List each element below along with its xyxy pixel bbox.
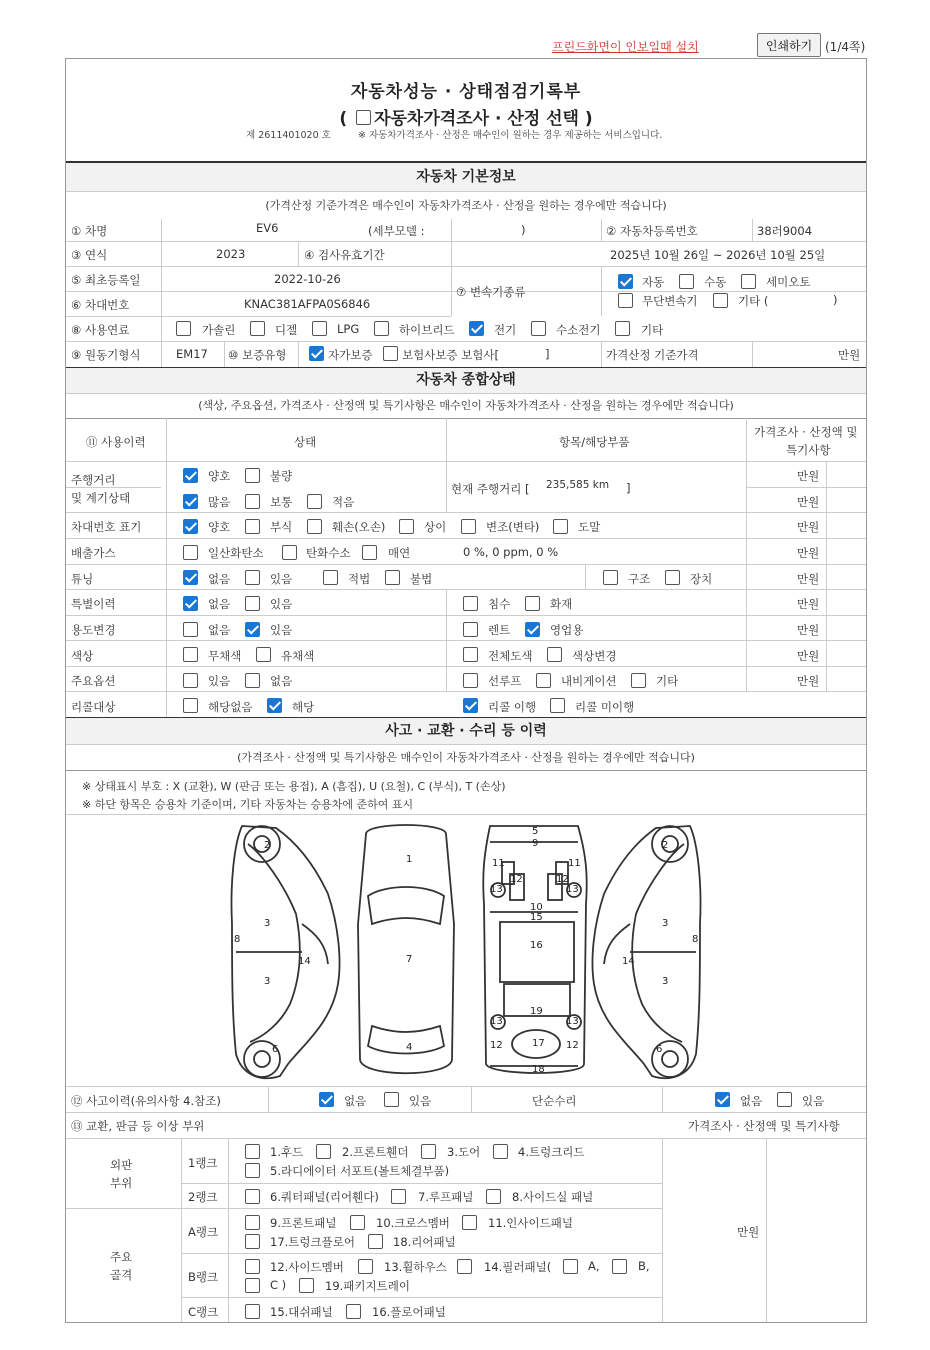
tuning-legal-checkbox[interactable] [323, 570, 338, 585]
fuel-hydrogen-checkbox[interactable] [531, 321, 546, 336]
fuel-gasoline-label: 가솔린 [202, 323, 236, 337]
color-label: 색상 [71, 649, 94, 663]
svg-text:2: 2 [662, 840, 669, 851]
usage-none-checkbox[interactable] [183, 622, 198, 637]
package-tray-label: 19.패키지트레이 [325, 1279, 410, 1293]
main-option-label: 주요옵션 [71, 674, 116, 688]
vin-mark-label: 차대번호 표기 [71, 520, 142, 534]
svg-text:1: 1 [406, 854, 413, 865]
option-won: 만원 [797, 674, 820, 688]
pillar-panel-label: 14.필러패널( [484, 1260, 552, 1274]
accident-exist-checkbox[interactable] [384, 1092, 399, 1107]
inside-panel-label: 11.인사이드패널 [488, 1216, 573, 1230]
usage-exist-checkbox[interactable] [245, 622, 260, 637]
option-exist-checkbox[interactable] [183, 673, 198, 688]
svg-text:3: 3 [264, 976, 271, 987]
svg-text:15: 15 [530, 912, 543, 923]
vin-damage-label: 훼손(오손) [332, 520, 386, 534]
car-name-label: ① 차명 [71, 224, 108, 238]
mileage-close: ] [626, 481, 631, 495]
svg-text:3: 3 [264, 918, 271, 929]
trans-auto-label: 자동 [642, 275, 665, 289]
usage-change-label: 용도변경 [71, 623, 116, 637]
vin-label: ⑥ 차대번호 [71, 298, 130, 312]
mileage-value: 235,585 km [546, 479, 610, 491]
repair-exist-label: 있음 [802, 1094, 825, 1108]
color-full-paint-label: 전체도색 [488, 649, 533, 663]
gauge-bad-label: 불량 [270, 469, 293, 483]
option-none-label: 없음 [270, 674, 293, 688]
option-etc-checkbox[interactable] [631, 673, 646, 688]
option-navigation-label: 내비게이션 [561, 674, 617, 688]
reg-no-value: 38러9004 [757, 224, 813, 238]
svg-text:17: 17 [532, 1038, 545, 1049]
car-damage-diagram [66, 814, 866, 1086]
door-label: 3.도어 [447, 1145, 481, 1159]
svg-text:5: 5 [532, 826, 539, 837]
color-chromatic-checkbox[interactable] [256, 647, 271, 662]
side-sill-checkbox[interactable] [486, 1189, 501, 1204]
special-flood-label: 침수 [488, 597, 511, 611]
outer-panel-label-2: 부위 [110, 1176, 133, 1190]
quarter-panel-checkbox[interactable] [245, 1189, 260, 1204]
exchange-label: ⑬ 교환, 판금 등 이상 부위 [71, 1119, 205, 1133]
vin-smeared-label: 도말 [578, 520, 601, 534]
color-full-paint-checkbox[interactable] [463, 647, 478, 662]
state-header: 상태 [294, 435, 317, 449]
color-achromatic-checkbox[interactable] [183, 647, 198, 662]
vin-mismatch-label: 상이 [424, 520, 447, 534]
tuning-illegal-label: 불법 [410, 572, 433, 586]
tuning-device-label: 장치 [690, 572, 713, 586]
main-frame-label-2: 골격 [110, 1268, 133, 1282]
cross-member-label: 10.크로스멤버 [376, 1216, 450, 1230]
accident-section [66, 718, 866, 770]
svg-text:12: 12 [566, 1040, 579, 1051]
document-number: 제 2611401020 호 [246, 130, 331, 141]
top-view-windshield [368, 887, 444, 924]
roof-panel-checkbox[interactable] [391, 1189, 406, 1204]
tuning-won: 만원 [797, 572, 820, 586]
recall-not-done-checkbox[interactable] [550, 698, 565, 713]
rank2-label: 2랭크 [188, 1190, 218, 1204]
trans-semi-checkbox[interactable] [741, 274, 756, 289]
fuel-lpg-label: LPG [337, 322, 360, 336]
package-tray-checkbox[interactable] [299, 1278, 314, 1293]
svg-text:11: 11 [568, 858, 581, 869]
trans-manual-label: 수동 [704, 275, 727, 289]
quarter-panel-label: 6.쿼터패널(리어휀다) [270, 1190, 379, 1204]
front-panel-checkbox[interactable] [245, 1215, 260, 1230]
roof-panel-label: 7.루프패널 [418, 1190, 474, 1204]
fuel-etc-checkbox[interactable] [615, 321, 630, 336]
vin-damage-checkbox[interactable] [307, 519, 322, 534]
detail-model-label: (세부모델 : [368, 224, 425, 238]
inside-panel-checkbox[interactable] [462, 1215, 477, 1230]
accident-none-label: 없음 [344, 1094, 367, 1108]
floor-panel-checkbox[interactable] [346, 1304, 361, 1319]
special-fire-label: 화재 [550, 597, 573, 611]
wheel-house-checkbox[interactable] [358, 1259, 373, 1274]
svg-text:6: 6 [272, 1044, 279, 1055]
exchange-won: 만원 [737, 1225, 760, 1239]
svg-text:10: 10 [530, 902, 543, 913]
color-chromatic-label: 유채색 [281, 649, 315, 663]
mileage-label-2: 및 계기상태 [71, 491, 131, 505]
document-header [66, 59, 866, 163]
emission-hc-label: 탄화수소 [306, 546, 351, 560]
vin-corrosion-checkbox[interactable] [245, 519, 260, 534]
tuning-label: 튜닝 [71, 572, 94, 586]
rankB-label: B랭크 [188, 1270, 219, 1284]
tuning-illegal-checkbox[interactable] [385, 570, 400, 585]
rankA-label: A랭크 [188, 1225, 219, 1239]
trans-cvt-label: 무단변속기 [642, 294, 698, 308]
warranty-self-label: 자가보증 [328, 348, 373, 362]
repair-none-label: 없음 [740, 1094, 763, 1108]
fuel-electric-checkbox[interactable] [469, 321, 484, 336]
vin-good-checkbox[interactable] [183, 519, 198, 534]
base-price-unit: 만원 [838, 348, 861, 362]
pillar-b-label: B, [638, 1259, 650, 1273]
svg-text:14: 14 [298, 956, 311, 967]
mileage-normal-checkbox[interactable] [245, 494, 260, 509]
rear-panel-checkbox[interactable] [368, 1234, 383, 1249]
mileage-won-1: 만원 [797, 469, 820, 483]
side-member-checkbox[interactable] [245, 1259, 260, 1274]
accident-exist-label: 있음 [409, 1094, 432, 1108]
trans-etc-close: ) [833, 293, 838, 307]
trans-cvt-checkbox[interactable] [618, 293, 633, 308]
option-navigation-checkbox[interactable] [536, 673, 551, 688]
trunk-floor-label: 17.트렁크플로어 [270, 1235, 355, 1249]
inspection-label: ④ 검사유효기간 [304, 248, 385, 262]
wheel-house-label: 13.휠하우스 [384, 1260, 447, 1274]
usage-history-header: ⑪ 사용이력 [86, 435, 146, 449]
basic-info-title: 자동차 기본정보 [416, 169, 516, 185]
pillar-a-checkbox[interactable] [563, 1259, 578, 1274]
engine-label: ⑨ 원동기형식 [71, 348, 141, 362]
fuel-hybrid-label: 하이브리드 [399, 323, 455, 337]
recall-na-checkbox[interactable] [183, 698, 198, 713]
svg-text:12: 12 [490, 1040, 503, 1051]
vin-won: 만원 [797, 520, 820, 534]
radiator-support-label: 5.라디에이터 서포트(볼트체결부품) [270, 1164, 450, 1178]
vin-good-label: 양호 [208, 520, 231, 534]
overall-status-title: 자동차 종합상태 [416, 372, 516, 388]
trunk-lid-label: 4.트렁크리드 [518, 1145, 585, 1159]
pillar-panel-checkbox[interactable] [457, 1259, 472, 1274]
svg-text:12: 12 [556, 874, 569, 885]
dash-panel-checkbox[interactable] [245, 1304, 260, 1319]
special-flood-checkbox[interactable] [463, 596, 478, 611]
year-label: ③ 연식 [71, 248, 108, 262]
overall-status-section [66, 368, 866, 418]
price-header-2: 특기사항 [786, 443, 831, 457]
repair-exist-checkbox[interactable] [777, 1092, 792, 1107]
accident-title: 사고 · 교환 · 수리 등 이력 [385, 723, 547, 739]
trans-etc-checkbox[interactable] [713, 293, 728, 308]
hood-checkbox[interactable] [245, 1144, 260, 1159]
warranty-insurance-close: ] [545, 347, 550, 361]
emission-values: 0 %, 0 ppm, 0 % [463, 545, 559, 559]
gauge-bad-checkbox[interactable] [245, 468, 260, 483]
tuning-exist-label: 있음 [270, 572, 293, 586]
cross-member-checkbox[interactable] [350, 1215, 365, 1230]
tuning-structure-label: 구조 [628, 572, 651, 586]
price-header: 가격조사 · 산정액 및 [754, 425, 858, 439]
color-change-checkbox[interactable] [547, 647, 562, 662]
print-button[interactable]: 인쇄하기 [757, 33, 821, 57]
gauge-good-label: 양호 [208, 469, 231, 483]
emission-hc-checkbox[interactable] [282, 545, 297, 560]
left-side-window [248, 844, 300, 1042]
inspection-value: 2025년 10월 26일 ~ 2026년 10월 25일 [610, 248, 826, 262]
option-sunroof-label: 선루프 [488, 674, 522, 688]
recall-done-label: 리콜 이행 [488, 700, 537, 714]
front-panel-label: 9.프론트패널 [270, 1216, 337, 1230]
usage-none-label: 없음 [208, 623, 231, 637]
transmission-label: ⑦ 변속기종류 [456, 285, 526, 299]
svg-text:11: 11 [492, 858, 505, 869]
pillar-c-label: C ) [270, 1278, 287, 1292]
vin-value: KNAC381AFPA0S6846 [244, 297, 371, 311]
year-value: 2023 [216, 247, 246, 261]
trans-manual-checkbox[interactable] [679, 274, 694, 289]
svg-text:3: 3 [662, 918, 669, 929]
recall-label: 리콜대상 [71, 700, 116, 714]
detail-model-close: ) [521, 223, 526, 237]
vin-altered-checkbox[interactable] [461, 519, 476, 534]
car-name-value: EV6 [256, 221, 279, 235]
svg-text:3: 3 [662, 976, 669, 987]
dash-panel-label: 15.대쉬패널 [270, 1305, 333, 1319]
svg-text:6: 6 [656, 1044, 663, 1055]
pillar-a-label: A, [588, 1259, 600, 1273]
radiator-support-checkbox[interactable] [245, 1163, 260, 1178]
recall-applicable-label: 해당 [292, 700, 315, 714]
passenger-car-note: ※ 하단 항목은 승용차 기준이며, 기타 자동차는 승용차에 준하여 표시 [82, 798, 414, 811]
door-checkbox[interactable] [421, 1144, 436, 1159]
top-bar [65, 33, 867, 57]
fuel-electric-label: 전기 [494, 323, 517, 337]
tuning-legal-label: 적법 [348, 572, 371, 586]
option-none-checkbox[interactable] [245, 673, 260, 688]
vin-altered-label: 변조(변타) [486, 520, 540, 534]
option-exist-label: 있음 [208, 674, 231, 688]
front-fender-label: 2.프론트휀더 [342, 1145, 409, 1159]
emission-smoke-label: 매연 [388, 546, 411, 560]
special-exist-label: 있음 [270, 597, 293, 611]
trans-auto-checkbox[interactable] [618, 274, 633, 289]
svg-text:16: 16 [530, 940, 543, 951]
exchange-price-label: 가격조사 · 산정액 및 특기사항 [688, 1119, 840, 1133]
usage-exist-label: 있음 [270, 623, 293, 637]
vin-corrosion-label: 부식 [270, 520, 293, 534]
svg-text:2: 2 [264, 840, 271, 851]
fuel-diesel-label: 디젤 [275, 323, 298, 337]
special-none-label: 없음 [208, 597, 231, 611]
rank1-label: 1랭크 [188, 1156, 218, 1170]
special-exist-checkbox[interactable] [245, 596, 260, 611]
document-title: 자동차성능 · 상태점검기록부 [350, 82, 582, 102]
special-none-checkbox[interactable] [183, 596, 198, 611]
repair-none-checkbox[interactable] [715, 1092, 730, 1107]
mileage-many-checkbox[interactable] [183, 494, 198, 509]
right-side-window [632, 844, 684, 1042]
svg-text:8: 8 [692, 934, 699, 945]
fuel-gasoline-checkbox[interactable] [176, 321, 191, 336]
warranty-self-checkbox[interactable] [309, 346, 324, 361]
svg-text:14: 14 [622, 956, 635, 967]
first-reg-label: ⑤ 최초등록일 [71, 273, 141, 287]
fuel-lpg-checkbox[interactable] [312, 321, 327, 336]
usage-rent-checkbox[interactable] [463, 622, 478, 637]
rankC-label: C랭크 [188, 1305, 219, 1319]
color-won: 만원 [797, 649, 820, 663]
item-header: 항목/해당부품 [559, 435, 630, 449]
basic-info-note: (가격산정 기준가격은 매수인이 자동차가격조사 · 산정을 원하는 경우에만 적습니다) [66, 191, 866, 219]
mileage-few-label: 적음 [332, 495, 355, 509]
recall-done-checkbox[interactable] [463, 698, 478, 713]
warranty-insurance-checkbox[interactable] [383, 346, 398, 361]
warranty-insurance-label: 보험사보증 보험사[ [402, 348, 500, 362]
mileage-won-2: 만원 [797, 495, 820, 509]
recall-not-done-label: 리콜 미이행 [575, 700, 635, 714]
svg-text:9: 9 [532, 838, 539, 849]
option-sunroof-checkbox[interactable] [463, 673, 478, 688]
accident-none-checkbox[interactable] [319, 1092, 334, 1107]
accident-note: (가격조사 · 산정액 및 특기사항은 매수인이 자동차가격조사 · 산정을 원하는 경우에만 적습니다) [66, 744, 866, 770]
mileage-few-checkbox[interactable] [307, 494, 322, 509]
svg-text:4: 4 [406, 1042, 413, 1053]
outer-panel-label: 외판 [110, 1158, 133, 1172]
header-note: ※ 자동차가격조사 · 산정은 매수인이 원하는 경우 제공하는 서비스입니다. [358, 130, 663, 141]
fuel-diesel-checkbox[interactable] [250, 321, 265, 336]
emission-co-checkbox[interactable] [183, 545, 198, 560]
page-count: (1/4쪽) [825, 40, 866, 54]
svg-text:13: 13 [566, 884, 579, 895]
tuning-none-label: 없음 [208, 572, 231, 586]
color-change-label: 색상변경 [572, 649, 617, 663]
mileage-label-1: 주행거리 [71, 473, 116, 487]
pillar-b-checkbox[interactable] [612, 1259, 627, 1274]
option-etc-label: 기타 [656, 674, 679, 688]
price-survey-checkbox[interactable] [356, 110, 371, 125]
emission-smoke-checkbox[interactable] [362, 545, 377, 560]
svg-text:13: 13 [566, 1016, 579, 1027]
basic-info-section [66, 163, 866, 219]
vin-mismatch-checkbox[interactable] [399, 519, 414, 534]
special-history-label: 특별이력 [71, 597, 116, 611]
simple-repair-label: 단순수리 [532, 1094, 577, 1108]
emission-co-label: 일산화탄소 [208, 546, 264, 560]
warranty-label: ⑩ 보증유형 [228, 348, 287, 362]
inspection-document [65, 58, 867, 1323]
usage-won: 만원 [797, 623, 820, 637]
recall-applicable-checkbox[interactable] [267, 698, 282, 713]
printer-setup-link[interactable]: 프린드화면이 인보일때 설치 [552, 40, 699, 54]
usage-rent-label: 렌트 [488, 623, 511, 637]
trunk-floor-checkbox[interactable] [245, 1234, 260, 1249]
floor-panel-label: 16.플로어패널 [372, 1305, 446, 1319]
fuel-hybrid-checkbox[interactable] [374, 321, 389, 336]
side-sill-label: 8.사이드실 패널 [512, 1190, 594, 1204]
side-member-label: 12.사이드멤버 [270, 1260, 344, 1274]
status-symbol-note: ※ 상태표시 부호 : X (교환), W (판금 또는 용접), A (흠집), U (요철), C (부식), T (손상) [82, 780, 506, 793]
tuning-none-checkbox[interactable] [183, 570, 198, 585]
hood-label: 1.후드 [270, 1145, 304, 1159]
reg-no-label: ② 자동차등록번호 [606, 224, 698, 238]
engine-value: EM17 [176, 347, 208, 361]
first-reg-value: 2022-10-26 [274, 272, 341, 286]
trans-semi-label: 세미오토 [766, 275, 811, 289]
mileage-normal-label: 보통 [270, 495, 293, 509]
mileage-many-label: 많음 [208, 495, 231, 509]
svg-text:19: 19 [530, 1006, 543, 1017]
trans-etc-label: 기타 ( [738, 294, 769, 308]
svg-text:13: 13 [490, 1016, 503, 1027]
svg-text:12: 12 [510, 874, 523, 885]
gauge-good-checkbox[interactable] [183, 468, 198, 483]
emission-label: 배출가스 [71, 546, 116, 560]
rear-panel-label: 18.리어패널 [393, 1235, 456, 1249]
fuel-label: ⑧ 사용연료 [71, 323, 130, 337]
overall-status-note: (색상, 주요옵션, 가격조사 · 산정액 및 특기사항은 매수인이 자동차가격조사 · 산정을 원하는 경우에만 적습니다) [66, 393, 866, 418]
usage-business-checkbox[interactable] [525, 622, 540, 637]
svg-text:8: 8 [234, 934, 241, 945]
fuel-hydrogen-label: 수소전기 [556, 323, 601, 337]
fuel-etc-label: 기타 [641, 323, 664, 337]
color-achromatic-label: 무채색 [208, 649, 242, 663]
svg-text:18: 18 [532, 1064, 545, 1075]
trunk-lid-checkbox[interactable] [493, 1144, 508, 1159]
svg-text:13: 13 [490, 884, 503, 895]
tuning-structure-checkbox[interactable] [603, 570, 618, 585]
mileage-text: 현재 주행거리 [ [451, 482, 530, 496]
special-won: 만원 [797, 597, 820, 611]
usage-business-label: 영업용 [550, 623, 584, 637]
vin-smeared-checkbox[interactable] [553, 519, 568, 534]
main-frame-label: 주요 [110, 1250, 133, 1264]
tuning-device-checkbox[interactable] [665, 570, 680, 585]
special-fire-checkbox[interactable] [525, 596, 540, 611]
base-price-label: 가격산정 기준가격 [606, 348, 699, 362]
emission-won: 만원 [797, 546, 820, 560]
front-fender-checkbox[interactable] [316, 1144, 331, 1159]
pillar-c-checkbox[interactable] [245, 1278, 260, 1293]
svg-text:7: 7 [406, 954, 413, 965]
accident-history-label: ⑫ 사고이력(유의사항 4.참조) [71, 1094, 221, 1108]
document-subtitle: ( 자동차가격조사 · 산정 선택 ) [339, 109, 593, 129]
recall-na-label: 해당없음 [208, 700, 253, 714]
tuning-exist-checkbox[interactable] [245, 570, 260, 585]
